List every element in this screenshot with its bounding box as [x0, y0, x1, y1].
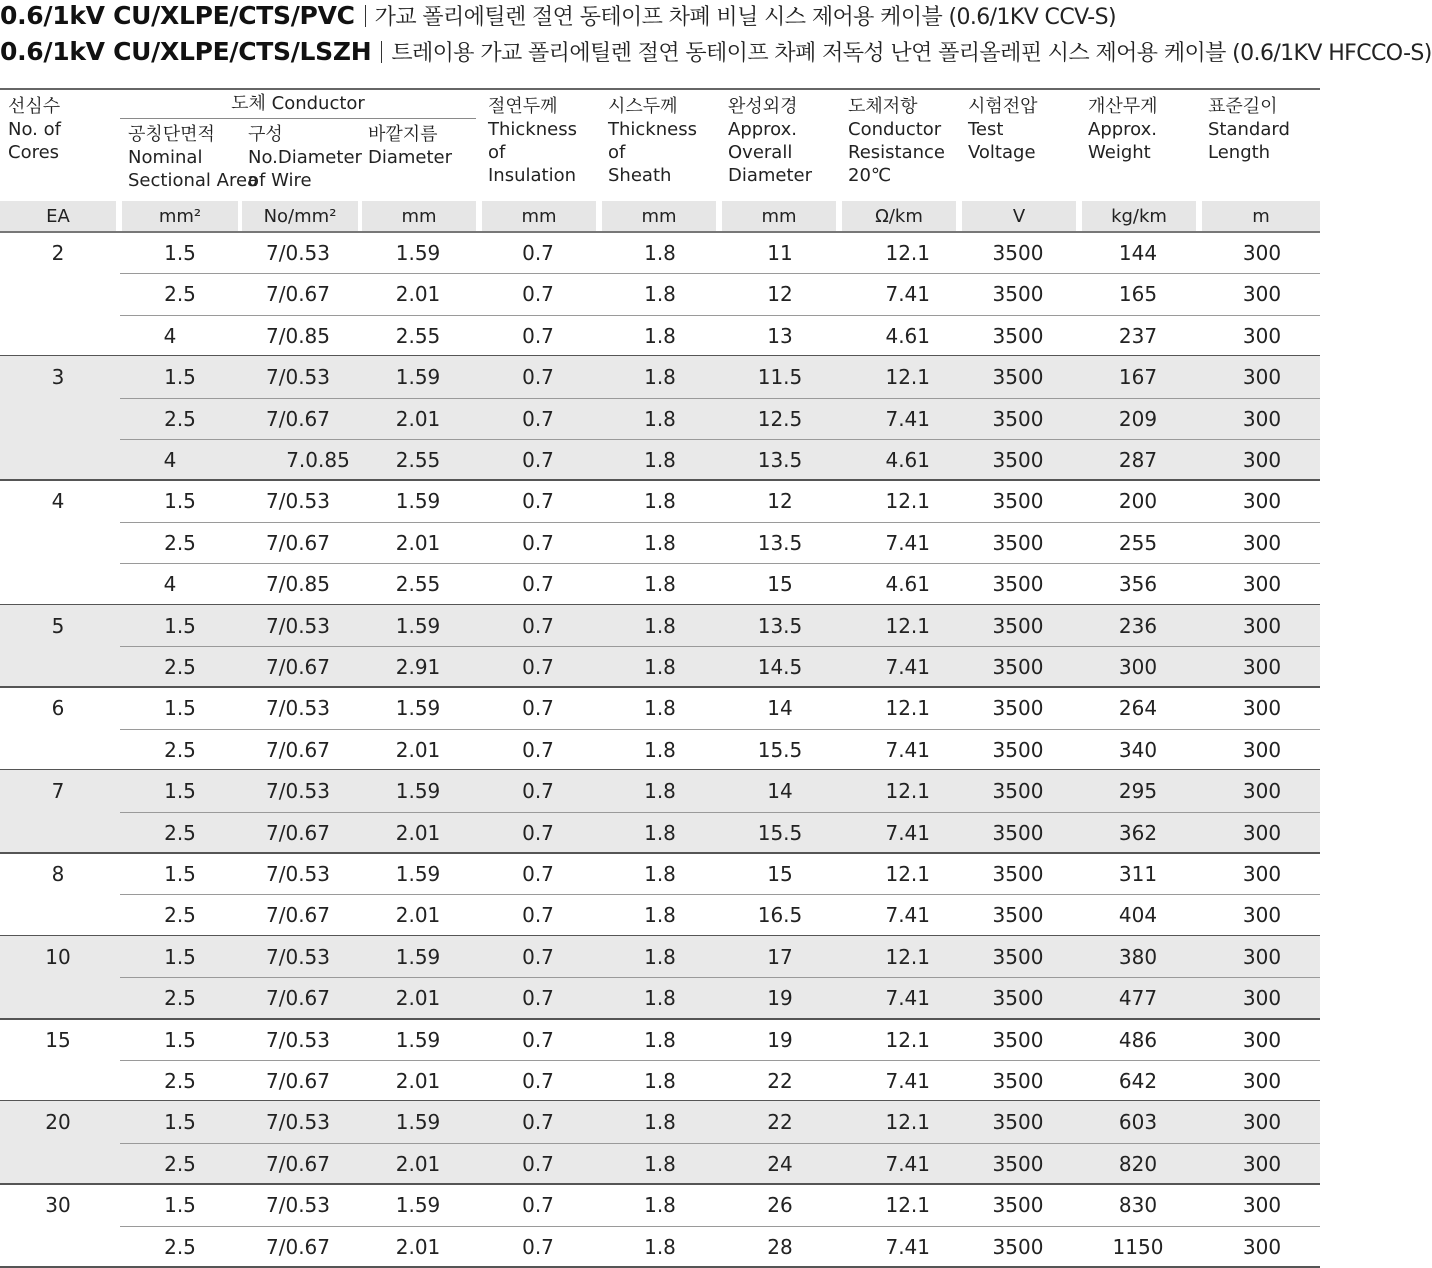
overall-diameter-cell: 15: [767, 862, 793, 886]
standard-length-cell: 300: [1242, 323, 1282, 348]
header-test-voltage: 시험전압 Test Voltage: [968, 96, 1038, 163]
insulation-thickness-cell: 0.7: [522, 986, 554, 1011]
conductor-diameter-cell: 2.01: [395, 282, 441, 307]
construction-cell: 7/0.67: [266, 1151, 330, 1176]
unit-test-voltage: V: [1012, 206, 1026, 227]
approx-weight-cell: 486: [1118, 1027, 1158, 1052]
overall-diameter-cell: 13: [767, 323, 793, 348]
unit-insulation-thickness: mm: [521, 206, 557, 227]
overall-diameter-cell: 13.5: [757, 613, 803, 638]
conductor-diameter-cell: 2.55: [395, 448, 441, 472]
sheath-thickness-cell: 1.8: [644, 737, 676, 762]
standard-length-cell: 300: [1242, 448, 1282, 472]
insulation-thickness-cell: 0.7: [522, 406, 554, 431]
overall-diameter-cell: 16.5: [757, 903, 803, 928]
construction-cell: 7/0.67: [266, 655, 330, 679]
nominal-area-cell: 4: [163, 323, 177, 348]
insulation-thickness-cell: 0.7: [522, 241, 554, 265]
standard-length-cell: 300: [1242, 696, 1282, 721]
overall-diameter-cell: 17: [767, 944, 793, 969]
conductor-diameter-cell: 2.01: [395, 820, 441, 845]
nominal-area-cell: 1.5: [164, 1110, 196, 1135]
approx-weight-cell: 340: [1118, 737, 1158, 762]
conductor-diameter-cell: 1.59: [395, 241, 441, 265]
test-voltage-cell: 3500: [992, 1193, 1044, 1218]
nominal-area-cell: 2.5: [164, 530, 196, 555]
test-voltage-cell: 3500: [992, 365, 1044, 390]
approx-weight-cell: 287: [1118, 448, 1158, 472]
overall-diameter-cell: 24: [767, 1151, 793, 1176]
test-voltage-cell: 3500: [992, 737, 1044, 762]
standard-length-cell: 300: [1242, 530, 1282, 555]
construction-cell: 7/0.67: [266, 530, 330, 555]
overall-diameter-cell: 22: [767, 1110, 793, 1135]
approx-weight-cell: 236: [1118, 613, 1158, 638]
sheath-thickness-cell: 1.8: [644, 944, 676, 969]
sheath-thickness-cell: 1.8: [644, 530, 676, 555]
approx-weight-cell: 1150: [1112, 1234, 1164, 1259]
unit-cores: EA: [46, 206, 70, 227]
sheath-thickness-cell: 1.8: [644, 489, 676, 514]
sheath-thickness-cell: 1.8: [644, 862, 676, 886]
test-voltage-cell: 3500: [992, 903, 1044, 928]
header-approx-weight: 개산무게 Approx. Weight: [1088, 96, 1158, 163]
insulation-thickness-cell: 0.7: [522, 448, 554, 472]
overall-diameter-cell: 11.5: [757, 365, 803, 390]
approx-weight-cell: 295: [1118, 779, 1158, 804]
conductor-diameter-cell: 2.55: [395, 323, 441, 348]
insulation-thickness-cell: 0.7: [522, 1234, 554, 1259]
conductor-resistance-cell: 12.1: [885, 779, 930, 804]
test-voltage-cell: 3500: [992, 1110, 1044, 1135]
conductor-resistance-cell: 7.41: [885, 903, 930, 928]
cores-cell: 30: [45, 1193, 71, 1218]
test-voltage-cell: 3500: [992, 1234, 1044, 1259]
nominal-area-cell: 1.5: [164, 944, 196, 969]
approx-weight-cell: 300: [1118, 655, 1158, 679]
insulation-thickness-cell: 0.7: [522, 655, 554, 679]
cores-cell: 2: [51, 241, 65, 265]
nominal-area-cell: 2.5: [164, 903, 196, 928]
construction-cell: 7/0.53: [266, 1027, 330, 1052]
header-conductor-group: 도체 Conductor: [231, 93, 365, 114]
standard-length-cell: 300: [1242, 779, 1282, 804]
approx-weight-cell: 209: [1118, 406, 1158, 431]
standard-length-cell: 300: [1242, 737, 1282, 762]
header-top-rule: [0, 88, 1320, 90]
insulation-thickness-cell: 0.7: [522, 1193, 554, 1218]
conductor-resistance-cell: 12.1: [885, 862, 930, 886]
conductor-resistance-cell: 12.1: [885, 1110, 930, 1135]
insulation-thickness-cell: 0.7: [522, 696, 554, 721]
construction-cell: 7/0.67: [266, 282, 330, 307]
header-conductor-diameter: 바깥지름 Diameter: [368, 124, 453, 168]
conductor-resistance-cell: 7.41: [885, 655, 930, 679]
standard-length-cell: 300: [1242, 489, 1282, 514]
construction-cell: 7/0.85: [266, 572, 330, 597]
unit-conductor-resistance: Ω/km: [875, 206, 923, 227]
conductor-resistance-cell: 7.41: [885, 1069, 930, 1093]
approx-weight-cell: 144: [1118, 241, 1158, 265]
construction-cell: 7/0.53: [266, 862, 330, 886]
approx-weight-cell: 642: [1118, 1069, 1158, 1093]
overall-diameter-cell: 15.5: [757, 820, 803, 845]
cores-cell: 15: [45, 1027, 71, 1052]
nominal-area-cell: 2.5: [164, 282, 196, 307]
standard-length-cell: 300: [1242, 572, 1282, 597]
nominal-area-cell: 1.5: [164, 779, 196, 804]
nominal-area-cell: 1.5: [164, 613, 196, 638]
nominal-area-cell: 4: [163, 572, 177, 597]
conductor-diameter-cell: 2.01: [395, 903, 441, 928]
cable-code: 0.6/1kV CU/XLPE/CTS/PVC: [0, 1, 355, 30]
approx-weight-cell: 237: [1118, 323, 1158, 348]
test-voltage-cell: 3500: [992, 986, 1044, 1011]
conductor-diameter-cell: 1.59: [395, 862, 441, 886]
construction-cell: 7/0.53: [266, 944, 330, 969]
sheath-thickness-cell: 1.8: [644, 1027, 676, 1052]
approx-weight-cell: 477: [1118, 986, 1158, 1011]
unit-conductor-diameter: mm: [401, 206, 437, 227]
sheath-thickness-cell: 1.8: [644, 696, 676, 721]
unit-overall-diameter: mm: [761, 206, 797, 227]
standard-length-cell: 300: [1242, 1151, 1282, 1176]
insulation-thickness-cell: 0.7: [522, 779, 554, 804]
conductor-diameter-cell: 2.01: [395, 1151, 441, 1176]
sheath-thickness-cell: 1.8: [644, 1110, 676, 1135]
nominal-area-cell: 1.5: [164, 1193, 196, 1218]
sheath-thickness-cell: 1.8: [644, 1193, 676, 1218]
nominal-area-cell: 1.5: [164, 1027, 196, 1052]
overall-diameter-cell: 19: [767, 1027, 793, 1052]
conductor-diameter-cell: 1.59: [395, 613, 441, 638]
sheath-thickness-cell: 1.8: [644, 323, 676, 348]
conductor-resistance-cell: 12.1: [885, 613, 930, 638]
insulation-thickness-cell: 0.7: [522, 862, 554, 886]
conductor-resistance-cell: 4.61: [885, 572, 930, 597]
conductor-diameter-cell: 1.59: [395, 779, 441, 804]
test-voltage-cell: 3500: [992, 1151, 1044, 1176]
test-voltage-cell: 3500: [992, 1027, 1044, 1052]
nominal-area-cell: 2.5: [164, 986, 196, 1011]
title-divider: [381, 41, 382, 63]
construction-cell: 7/0.53: [266, 1110, 330, 1135]
construction-cell: 7/0.53: [266, 241, 330, 265]
test-voltage-cell: 3500: [992, 489, 1044, 514]
conductor-diameter-cell: 2.01: [395, 406, 441, 431]
header-cores: 선심수 No. of Cores: [8, 96, 61, 163]
overall-diameter-cell: 19: [767, 986, 793, 1011]
nominal-area-cell: 1.5: [164, 241, 196, 265]
test-voltage-cell: 3500: [992, 613, 1044, 638]
nominal-area-cell: 1.5: [164, 696, 196, 721]
conductor-resistance-cell: 12.1: [885, 365, 930, 390]
unit-construction: No/mm²: [263, 206, 337, 227]
standard-length-cell: 300: [1242, 903, 1282, 928]
cores-cell: 6: [51, 696, 65, 721]
conductor-resistance-cell: 7.41: [885, 530, 930, 555]
conductor-diameter-cell: 1.59: [395, 696, 441, 721]
cores-cell: 4: [51, 489, 65, 514]
conductor-resistance-cell: 12.1: [885, 241, 930, 265]
overall-diameter-cell: 14: [767, 779, 793, 804]
test-voltage-cell: 3500: [992, 448, 1044, 472]
sheath-thickness-cell: 1.8: [644, 779, 676, 804]
conductor-diameter-cell: 1.59: [395, 944, 441, 969]
approx-weight-cell: 356: [1118, 572, 1158, 597]
construction-cell: 7/0.67: [266, 406, 330, 431]
construction-cell: 7/0.53: [266, 613, 330, 638]
insulation-thickness-cell: 0.7: [522, 282, 554, 307]
header-overall-diameter: 완성외경 Approx. Overall Diameter: [728, 96, 813, 186]
nominal-area-cell: 1.5: [164, 489, 196, 514]
conductor-resistance-cell: 12.1: [885, 1027, 930, 1052]
insulation-thickness-cell: 0.7: [522, 1069, 554, 1093]
header-sheath-thickness: 시스두께 Thickness of Sheath: [608, 96, 697, 186]
construction-cell: 7/0.85: [266, 323, 330, 348]
unit-standard-length: m: [1252, 206, 1270, 227]
cores-cell: 8: [51, 862, 65, 886]
insulation-thickness-cell: 0.7: [522, 572, 554, 597]
header-standard-length: 표준길이 Standard Length: [1208, 96, 1290, 163]
header-conductor-resistance: 도체저항 Conductor Resistance 20℃: [848, 96, 945, 186]
nominal-area-cell: 2.5: [164, 820, 196, 845]
nominal-area-cell: 2.5: [164, 1151, 196, 1176]
sheath-thickness-cell: 1.8: [644, 820, 676, 845]
test-voltage-cell: 3500: [992, 779, 1044, 804]
conductor-diameter-cell: 2.91: [395, 655, 441, 679]
construction-cell: 7/0.67: [266, 903, 330, 928]
conductor-diameter-cell: 1.59: [395, 489, 441, 514]
overall-diameter-cell: 13.5: [757, 530, 803, 555]
cable-code: 0.6/1kV CU/XLPE/CTS/LSZH: [0, 37, 372, 66]
conductor-resistance-cell: 4.61: [885, 448, 930, 472]
nominal-area-cell: 4: [163, 448, 177, 472]
construction-cell: 7/0.53: [266, 779, 330, 804]
test-voltage-cell: 3500: [992, 944, 1044, 969]
overall-diameter-cell: 12: [767, 282, 793, 307]
approx-weight-cell: 380: [1118, 944, 1158, 969]
standard-length-cell: 300: [1242, 241, 1282, 265]
construction-cell: 7/0.53: [266, 489, 330, 514]
conductor-resistance-cell: 7.41: [885, 406, 930, 431]
insulation-thickness-cell: 0.7: [522, 1110, 554, 1135]
insulation-thickness-cell: 0.7: [522, 323, 554, 348]
test-voltage-cell: 3500: [992, 696, 1044, 721]
sheath-thickness-cell: 1.8: [644, 1234, 676, 1259]
sheath-thickness-cell: 1.8: [644, 1151, 676, 1176]
test-voltage-cell: 3500: [992, 530, 1044, 555]
standard-length-cell: 300: [1242, 406, 1282, 431]
conductor-resistance-cell: 12.1: [885, 696, 930, 721]
cores-cell: 7: [51, 779, 65, 804]
standard-length-cell: 300: [1242, 1110, 1282, 1135]
nominal-area-cell: 1.5: [164, 862, 196, 886]
conductor-resistance-cell: 7.41: [885, 1234, 930, 1259]
standard-length-cell: 300: [1242, 655, 1282, 679]
test-voltage-cell: 3500: [992, 862, 1044, 886]
overall-diameter-cell: 26: [767, 1193, 793, 1218]
construction-cell: 7/0.53: [266, 696, 330, 721]
overall-diameter-cell: 14: [767, 696, 793, 721]
conductor-resistance-cell: 12.1: [885, 944, 930, 969]
conductor-diameter-cell: 2.01: [395, 1234, 441, 1259]
conductor-resistance-cell: 7.41: [885, 737, 930, 762]
cores-cell: 20: [45, 1110, 71, 1135]
conductor-resistance-cell: 7.41: [885, 986, 930, 1011]
approx-weight-cell: 165: [1118, 282, 1158, 307]
insulation-thickness-cell: 0.7: [522, 1027, 554, 1052]
conductor-resistance-cell: 7.41: [885, 820, 930, 845]
unit-nominal-area: mm²: [158, 206, 202, 227]
cores-cell: 10: [45, 944, 71, 969]
sheath-thickness-cell: 1.8: [644, 613, 676, 638]
construction-cell: 7/0.67: [266, 986, 330, 1011]
construction-cell: 7/0.53: [266, 365, 330, 390]
title-line-1: [0, 0, 1116, 34]
conductor-diameter-cell: 2.01: [395, 737, 441, 762]
construction-cell: 7/0.67: [266, 1069, 330, 1093]
header-construction: 구성 No.Diameter of Wire: [248, 124, 362, 191]
conductor-group-rule: [120, 118, 476, 119]
sheath-thickness-cell: 1.8: [644, 986, 676, 1011]
test-voltage-cell: 3500: [992, 572, 1044, 597]
nominal-area-cell: 2.5: [164, 406, 196, 431]
standard-length-cell: 300: [1242, 862, 1282, 886]
sheath-thickness-cell: 1.8: [644, 406, 676, 431]
conductor-resistance-cell: 7.41: [885, 282, 930, 307]
overall-diameter-cell: 12.5: [757, 406, 803, 431]
unit-sheath-thickness: mm: [641, 206, 677, 227]
header-nominal-area: 공칭단면적 Nominal Sectional Area: [128, 124, 259, 191]
test-voltage-cell: 3500: [992, 406, 1044, 431]
insulation-thickness-cell: 0.7: [522, 489, 554, 514]
insulation-thickness-cell: 0.7: [522, 903, 554, 928]
standard-length-cell: 300: [1242, 1234, 1282, 1259]
cable-description: 가교 폴리에틸렌 절연 동테이프 차폐 비닐 시스 제어용 케이블 (0.6/1KV CCV-S): [374, 5, 1116, 30]
sheath-thickness-cell: 1.8: [644, 903, 676, 928]
construction-cell: 7/0.67: [266, 737, 330, 762]
standard-length-cell: 300: [1242, 1027, 1282, 1052]
conductor-diameter-cell: 1.59: [395, 365, 441, 390]
nominal-area-cell: 1.5: [164, 365, 196, 390]
insulation-thickness-cell: 0.7: [522, 944, 554, 969]
sheath-thickness-cell: 1.8: [644, 1069, 676, 1093]
nominal-area-cell: 2.5: [164, 1069, 196, 1093]
nominal-area-cell: 2.5: [164, 655, 196, 679]
approx-weight-cell: 255: [1118, 530, 1158, 555]
conductor-resistance-cell: 12.1: [885, 1193, 930, 1218]
overall-diameter-cell: 12: [767, 489, 793, 514]
standard-length-cell: 300: [1242, 1069, 1282, 1093]
conductor-resistance-cell: 12.1: [885, 489, 930, 514]
test-voltage-cell: 3500: [992, 820, 1044, 845]
insulation-thickness-cell: 0.7: [522, 613, 554, 638]
cable-description: 트레이용 가교 폴리에틸렌 절연 동테이프 차폐 저독성 난연 폴리올레핀 시스 제어용 케이블 (0.6/1KV HFCCO-S): [391, 41, 1432, 66]
conductor-diameter-cell: 1.59: [395, 1027, 441, 1052]
conductor-resistance-cell: 7.41: [885, 1151, 930, 1176]
construction-cell: 7/0.53: [266, 1193, 330, 1218]
conductor-diameter-cell: 1.59: [395, 1193, 441, 1218]
approx-weight-cell: 200: [1118, 489, 1158, 514]
insulation-thickness-cell: 0.7: [522, 820, 554, 845]
insulation-thickness-cell: 0.7: [522, 737, 554, 762]
sheath-thickness-cell: 1.8: [644, 365, 676, 390]
standard-length-cell: 300: [1242, 282, 1282, 307]
sheath-thickness-cell: 1.8: [644, 572, 676, 597]
approx-weight-cell: 820: [1118, 1151, 1158, 1176]
construction-cell: 7/0.67: [266, 1234, 330, 1259]
conductor-resistance-cell: 4.61: [885, 323, 930, 348]
overall-diameter-cell: 13.5: [757, 448, 803, 472]
sheath-thickness-cell: 1.8: [644, 282, 676, 307]
conductor-diameter-cell: 2.01: [395, 986, 441, 1011]
approx-weight-cell: 603: [1118, 1110, 1158, 1135]
insulation-thickness-cell: 0.7: [522, 530, 554, 555]
conductor-diameter-cell: 1.59: [395, 1110, 441, 1135]
sheath-thickness-cell: 1.8: [644, 655, 676, 679]
nominal-area-cell: 2.5: [164, 737, 196, 762]
test-voltage-cell: 3500: [992, 241, 1044, 265]
overall-diameter-cell: 15: [767, 572, 793, 597]
conductor-diameter-cell: 2.01: [395, 530, 441, 555]
standard-length-cell: 300: [1242, 986, 1282, 1011]
standard-length-cell: 300: [1242, 820, 1282, 845]
construction-cell: 7/0.67: [266, 820, 330, 845]
title-divider: [365, 5, 366, 27]
approx-weight-cell: 362: [1118, 820, 1158, 845]
test-voltage-cell: 3500: [992, 1069, 1044, 1093]
approx-weight-cell: 830: [1118, 1193, 1158, 1218]
test-voltage-cell: 3500: [992, 282, 1044, 307]
cores-cell: 3: [51, 365, 65, 390]
overall-diameter-cell: 11: [767, 241, 793, 265]
conductor-diameter-cell: 2.01: [395, 1069, 441, 1093]
title-line-2: [0, 34, 1432, 70]
approx-weight-cell: 404: [1118, 903, 1158, 928]
conductor-diameter-cell: 2.55: [395, 572, 441, 597]
standard-length-cell: 300: [1242, 613, 1282, 638]
standard-length-cell: 300: [1242, 365, 1282, 390]
cores-cell: 5: [51, 613, 65, 638]
overall-diameter-cell: 14.5: [757, 655, 803, 679]
construction-cell: 7.0.85: [286, 448, 350, 472]
insulation-thickness-cell: 0.7: [522, 1151, 554, 1176]
overall-diameter-cell: 22: [767, 1069, 793, 1093]
test-voltage-cell: 3500: [992, 323, 1044, 348]
insulation-thickness-cell: 0.7: [522, 365, 554, 390]
nominal-area-cell: 2.5: [164, 1234, 196, 1259]
overall-diameter-cell: 15.5: [757, 737, 803, 762]
approx-weight-cell: 264: [1118, 696, 1158, 721]
sheath-thickness-cell: 1.8: [644, 448, 676, 472]
header-insulation-thickness: 절연두께 Thickness of Insulation: [488, 96, 577, 186]
approx-weight-cell: 311: [1118, 862, 1158, 886]
unit-approx-weight: kg/km: [1111, 206, 1167, 227]
sheath-thickness-cell: 1.8: [644, 241, 676, 265]
test-voltage-cell: 3500: [992, 655, 1044, 679]
standard-length-cell: 300: [1242, 1193, 1282, 1218]
overall-diameter-cell: 28: [767, 1234, 793, 1259]
approx-weight-cell: 167: [1118, 365, 1158, 390]
standard-length-cell: 300: [1242, 944, 1282, 969]
